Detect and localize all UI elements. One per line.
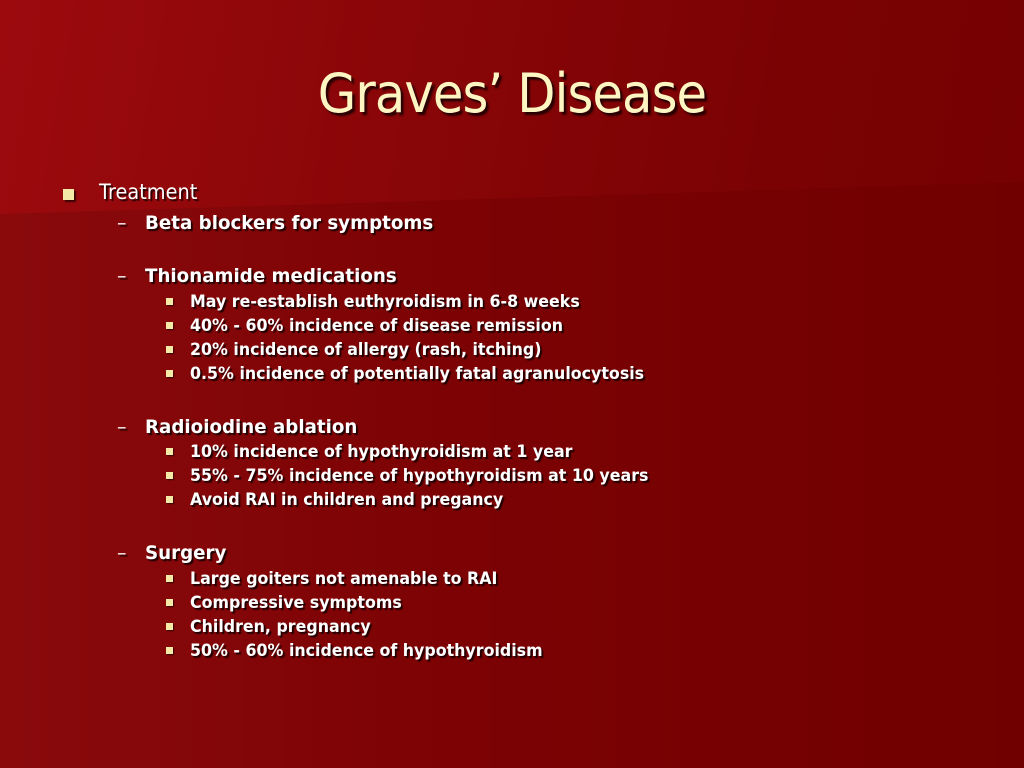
- small-square-bullet-icon: [166, 346, 173, 353]
- small-square-bullet-icon: [166, 322, 173, 329]
- small-square-bullet-icon: [166, 298, 173, 305]
- list-item: 10% incidence of hypothyroidism at 1 year: [190, 442, 573, 461]
- list-item: 55% - 75% incidence of hypothyroidism at 10 years: [190, 466, 649, 485]
- small-square-bullet-icon: [166, 472, 173, 479]
- square-bullet-icon: [63, 189, 74, 200]
- dash-bullet-icon: –: [117, 265, 127, 287]
- list-item: Compressive symptoms: [190, 593, 402, 612]
- bullet-treatment: Treatment: [99, 180, 198, 204]
- list-item: Children, pregnancy: [190, 617, 371, 636]
- section-heading-thionamide: Thionamide medications: [145, 265, 397, 287]
- slide-title: Graves’ Disease: [317, 62, 707, 125]
- small-square-bullet-icon: [166, 575, 173, 582]
- list-item: May re-establish euthyroidism in 6-8 weeks: [190, 292, 580, 311]
- dash-bullet-icon: –: [117, 542, 127, 564]
- section-heading-surgery: Surgery: [145, 542, 227, 564]
- small-square-bullet-icon: [166, 623, 173, 630]
- section-heading-beta-blockers: Beta blockers for symptoms: [145, 212, 434, 234]
- small-square-bullet-icon: [166, 496, 173, 503]
- list-item: 40% - 60% incidence of disease remission: [190, 316, 564, 335]
- dash-bullet-icon: –: [117, 212, 127, 234]
- dash-bullet-icon: –: [117, 416, 127, 438]
- list-item: Avoid RAI in children and pregancy: [190, 490, 504, 509]
- small-square-bullet-icon: [166, 647, 173, 654]
- small-square-bullet-icon: [166, 370, 173, 377]
- list-item: Large goiters not amenable to RAI: [190, 569, 498, 588]
- list-item: 50% - 60% incidence of hypothyroidism: [190, 641, 543, 660]
- small-square-bullet-icon: [166, 448, 173, 455]
- list-item: 20% incidence of allergy (rash, itching): [190, 340, 542, 359]
- list-item: 0.5% incidence of potentially fatal agranulocytosis: [190, 364, 645, 383]
- section-heading-radioiodine: Radioiodine ablation: [145, 416, 358, 438]
- small-square-bullet-icon: [166, 599, 173, 606]
